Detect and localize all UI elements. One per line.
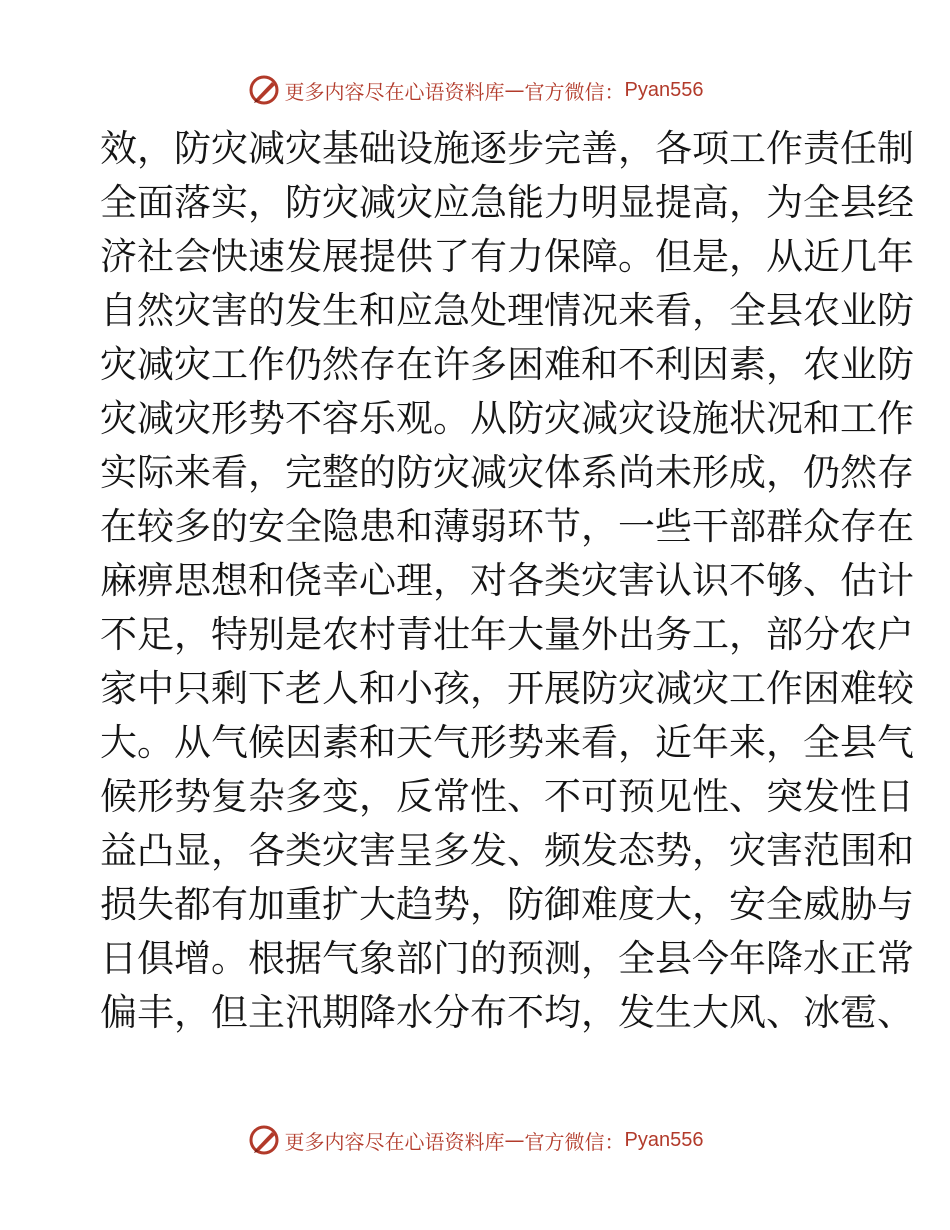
text-line: 效，防灾减灾基础设施逐步完善，各项工作责任制 [100,127,914,170]
text-line: 全面落实，防灾减灾应急能力明显提高，为全县经 [100,181,914,224]
text-line: 益凸显，各类灾害呈多发、频发态势，灾害范围和 [100,829,914,872]
watermark-wechat-label: 官方微信： [524,79,625,104]
text-line: 灾减灾形势不容乐观。从防灾减灾设施状况和工作 [100,397,914,440]
text-line: 大。从气候因素和天气形势来看，近年来，全县气 [100,721,914,764]
text-line: 日俱增。根据气象部门的预测，全县今年降水正常 [100,937,914,980]
watermark-wechat-label: 官方微信： [524,1129,625,1154]
text-line: 济社会快速发展提供了有力保障。但是，从近几年 [100,235,914,278]
watermark-site-text: 更多内容尽在心语资料库 [284,1129,505,1154]
footer-watermark [0,1120,950,1160]
body-paragraph [100,122,914,1040]
text-line: 家中只剩下老人和小孩，开展防灾减灾工作困难较 [100,667,914,710]
text-line: 在较多的安全隐患和薄弱环节，一些干部群众存在 [100,505,914,548]
pen-logo-icon [247,1123,281,1157]
text-line: 不足，特别是农村青壮年大量外出务工，部分农户 [100,613,914,656]
text-line: 偏丰，但主汛期降水分布不均，发生大风、冰雹、 [100,991,914,1034]
text-line: 麻痹思想和侥幸心理，对各类灾害认识不够、估计 [100,559,914,602]
watermark-site-text: 更多内容尽在心语资料库 [284,79,505,104]
watermark-wechat-id: Pyan556 [624,78,704,101]
watermark-separator: — [504,78,525,102]
header-watermark [0,70,950,110]
text-line: 自然灾害的发生和应急处理情况来看，全县农业防 [100,289,914,332]
text-line: 实际来看，完整的防灾减灾体系尚未形成，仍然存 [100,451,914,494]
watermark-separator: — [504,1128,525,1152]
pen-logo-icon [247,73,281,107]
watermark-wechat-id: Pyan556 [624,1128,704,1151]
text-line: 损失都有加重扩大趋势，防御难度大，安全威胁与 [100,883,914,926]
text-line: 灾减灾工作仍然存在许多困难和不利因素，农业防 [100,343,914,386]
text-line: 候形势复杂多变，反常性、不可预见性、突发性日 [100,775,914,818]
